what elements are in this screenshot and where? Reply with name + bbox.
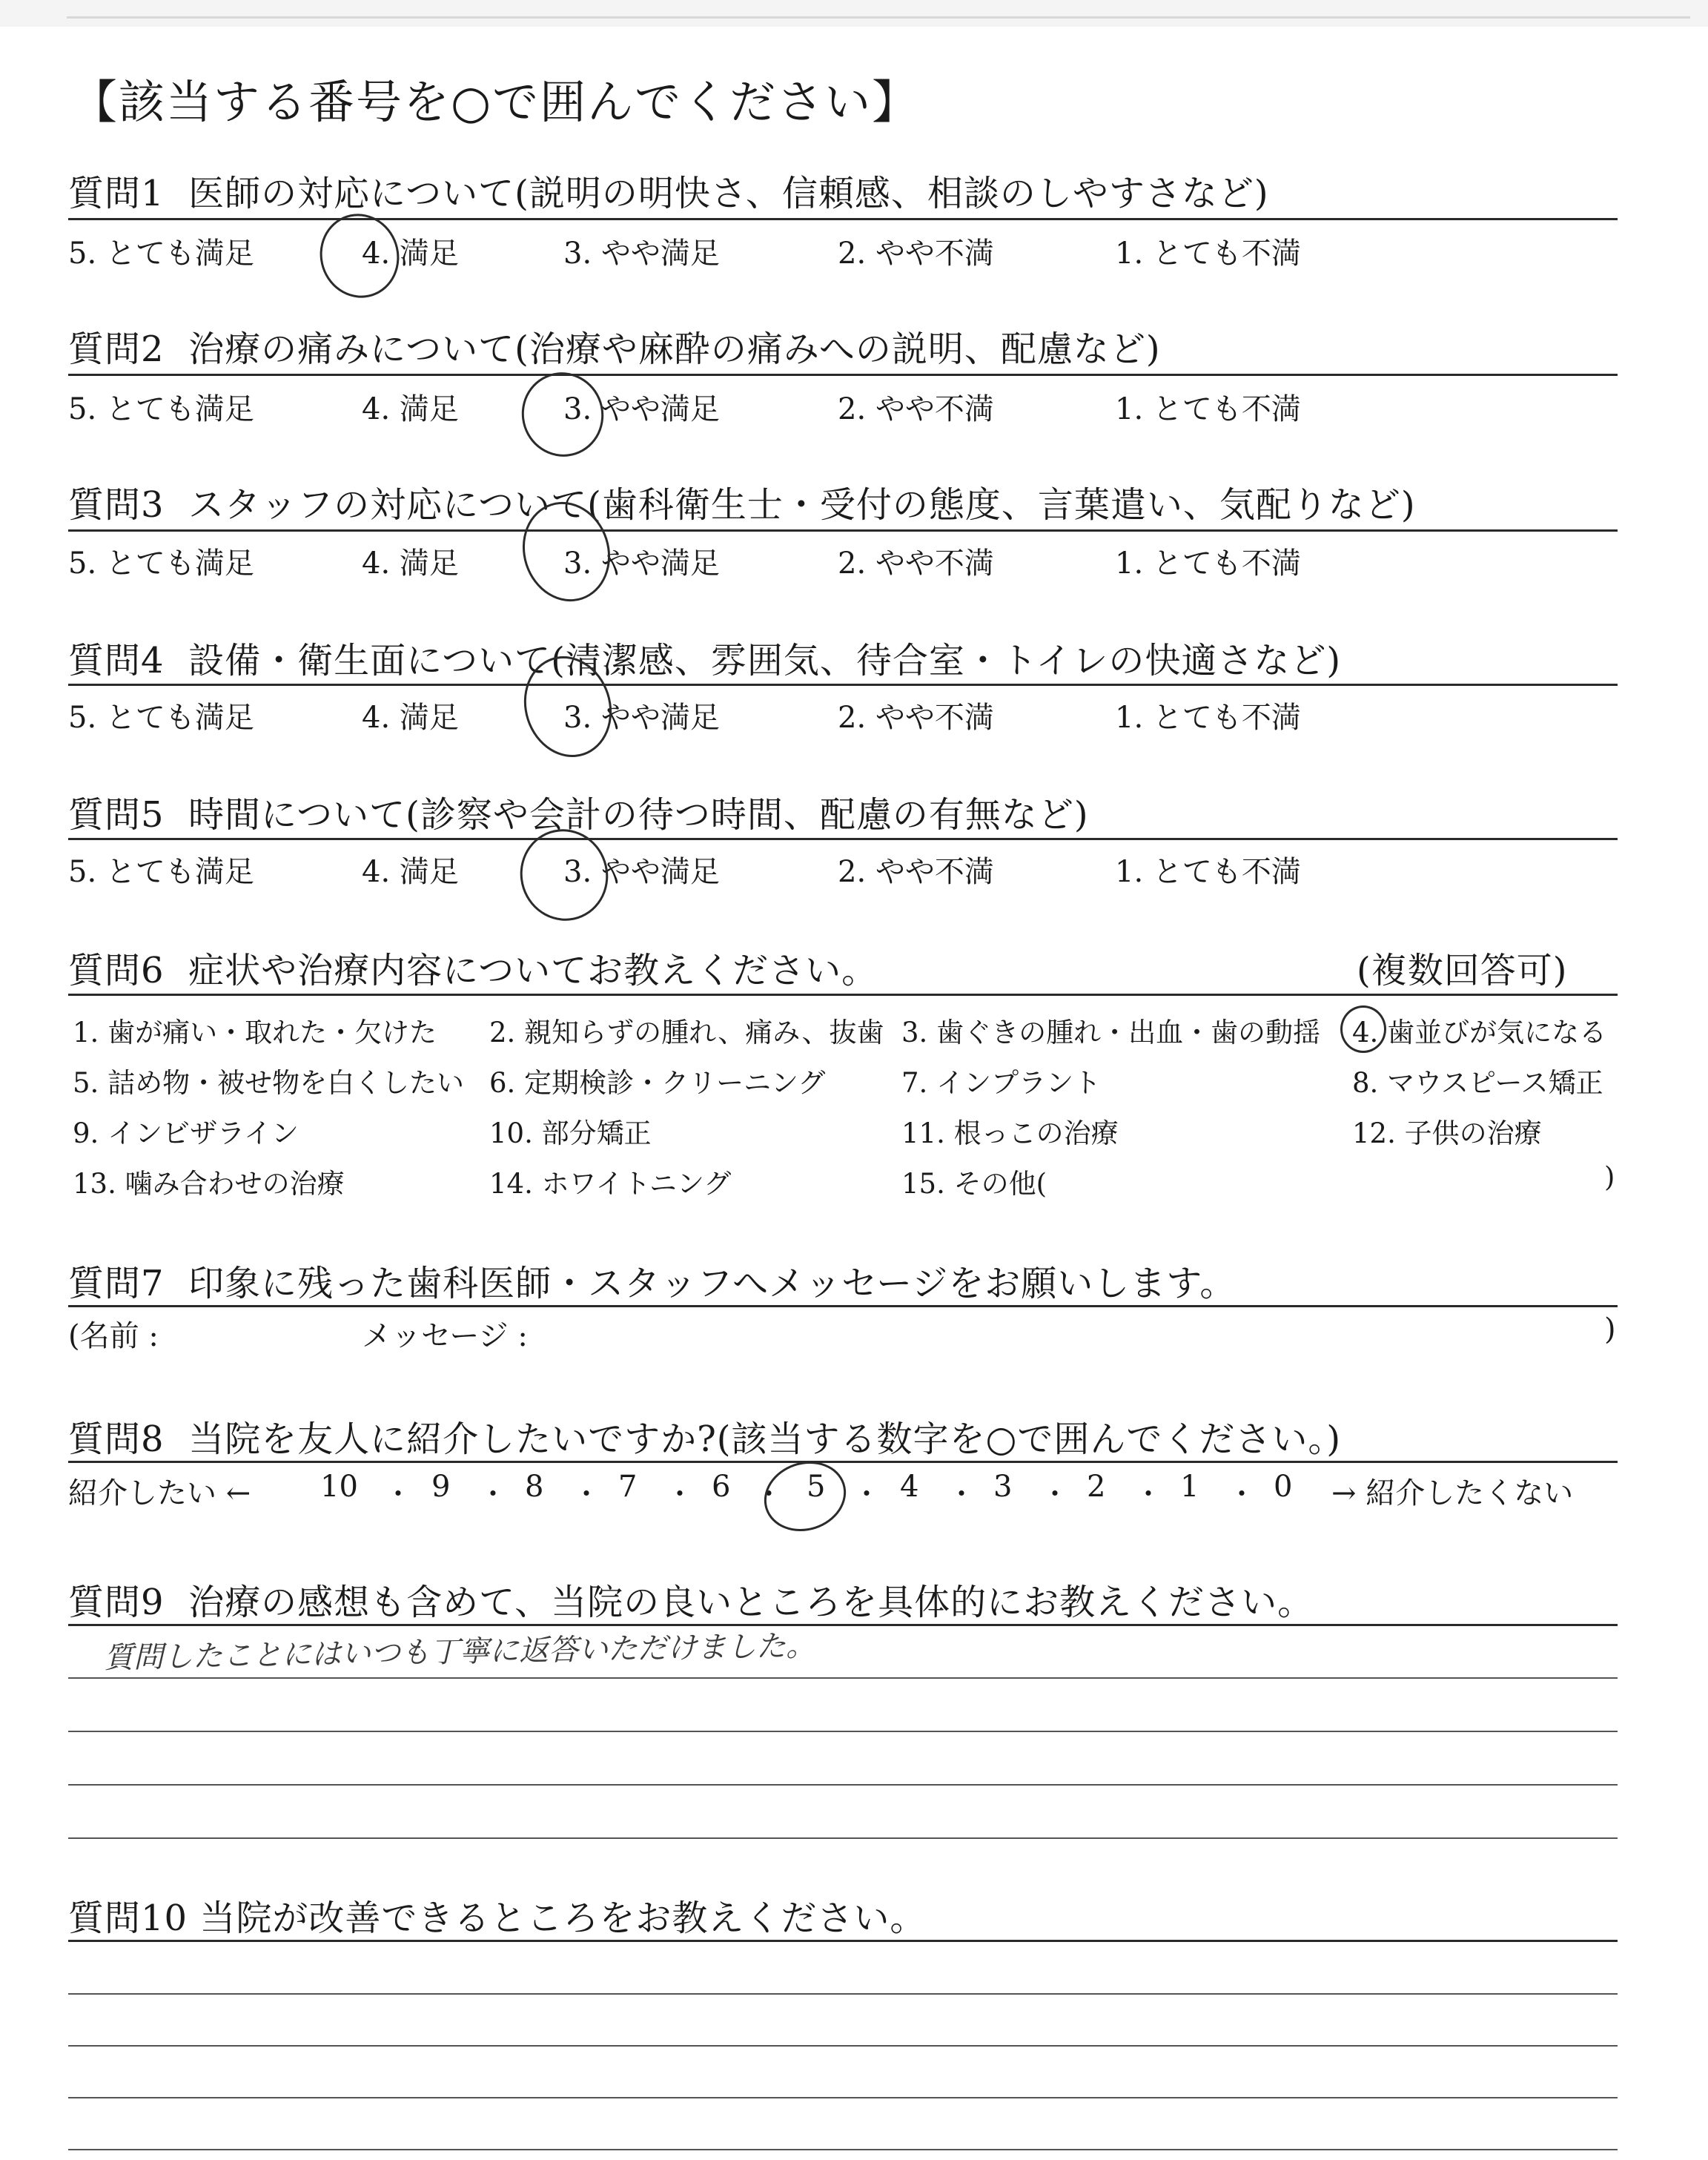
- question-rule: [68, 374, 1618, 376]
- question-text: 当院を友人に紹介したいですか?(該当する数字を○で囲んでください。): [188, 1418, 1342, 1460]
- answer-line: [68, 2149, 1618, 2150]
- question-rule: [68, 529, 1618, 532]
- question-text: 設備・衛生面について(清潔感、雰囲気、待合室・トイレの快適さなど): [188, 640, 1342, 681]
- option-1[interactable]: 1. とても不満: [1115, 701, 1301, 735]
- message-close-paren: ): [1604, 1312, 1616, 1347]
- symptom-option[interactable]: 7. インプラント: [901, 1067, 1102, 1099]
- option-3[interactable]: 3. やや満足: [563, 855, 720, 889]
- question-rule: [68, 994, 1618, 996]
- option-2[interactable]: 2. やや不満: [838, 392, 994, 426]
- answer-line: [68, 2045, 1618, 2047]
- question-rule: [68, 218, 1618, 220]
- score-separator: ・: [666, 1478, 695, 1510]
- score-1[interactable]: 1: [1180, 1470, 1199, 1504]
- option-3[interactable]: 3. やや満足: [563, 237, 720, 271]
- option-3[interactable]: 3. やや満足: [563, 546, 720, 581]
- score-7[interactable]: 7: [618, 1470, 638, 1504]
- score-5[interactable]: 5: [807, 1470, 826, 1504]
- option-4[interactable]: 4. 満足: [362, 855, 459, 889]
- option-1[interactable]: 1. とても不満: [1115, 855, 1301, 889]
- handwritten-answer: 質問したことにはいつも丁寧に返答いただけました。: [103, 1628, 816, 1676]
- form-title: 【該当する番号を○で囲んでください】: [71, 75, 920, 129]
- symptom-option-other[interactable]: 15. その他(: [901, 1168, 1047, 1200]
- option-5[interactable]: 5. とても満足: [68, 392, 254, 426]
- answer-line: [68, 1731, 1618, 1732]
- question-text: 治療の痛みについて(治療や麻酔の痛みへの説明、配慮など): [188, 328, 1161, 370]
- scan-top-band: [0, 0, 1708, 27]
- symptom-option[interactable]: 3. 歯ぐきの腫れ・出血・歯の動揺: [901, 1017, 1321, 1048]
- option-4[interactable]: 4. 満足: [362, 237, 459, 271]
- message-label: メッセージ :: [362, 1319, 528, 1353]
- question-label: 質問8 当院を友人に紹介したいですか?(該当する数字を○で囲んでください。): [68, 1418, 1342, 1460]
- recommend-left-label: 紹介したい ←: [68, 1476, 251, 1510]
- option-2[interactable]: 2. やや不満: [838, 855, 994, 889]
- option-3[interactable]: 3. やや満足: [563, 701, 720, 735]
- score-3[interactable]: 3: [993, 1470, 1013, 1504]
- question-label: 質問1 医師の対応について(説明の明快さ、信頼感、相談のしやすさなど): [68, 173, 1269, 214]
- question-rule: [68, 838, 1618, 840]
- symptom-option[interactable]: 11. 根っこの治療: [901, 1117, 1119, 1149]
- option-4[interactable]: 4. 満足: [362, 392, 459, 426]
- score-separator: ・: [479, 1478, 508, 1510]
- answer-line: [68, 1784, 1618, 1786]
- option-1[interactable]: 1. とても不満: [1115, 546, 1301, 581]
- question-label: 質問4 設備・衛生面について(清潔感、雰囲気、待合室・トイレの快適さなど): [68, 640, 1342, 681]
- symptom-option[interactable]: 13. 噛み合わせの治療: [73, 1168, 345, 1200]
- answer-line: [68, 1837, 1618, 1839]
- score-separator: ・: [755, 1478, 784, 1510]
- name-label: (名前 :: [68, 1319, 159, 1353]
- option-4[interactable]: 4. 満足: [362, 701, 459, 735]
- option-1[interactable]: 1. とても不満: [1115, 392, 1301, 426]
- question-text: 症状や治療内容についてお教えください。: [188, 950, 878, 991]
- selection-circle: [1340, 1005, 1386, 1053]
- score-6[interactable]: 6: [712, 1470, 731, 1504]
- symptom-option[interactable]: 10. 部分矯正: [489, 1117, 652, 1149]
- question-text: 治療の感想も含めて、当院の良いところを具体的にお教えください。: [188, 1582, 1314, 1623]
- symptom-option[interactable]: 12. 子供の治療: [1352, 1117, 1542, 1149]
- option-2[interactable]: 2. やや不満: [838, 237, 994, 271]
- question-label: 質問5 時間について(診察や会計の待つ時間、配慮の有無など): [68, 794, 1089, 836]
- multiple-answer-note: (複数回答可): [1357, 950, 1568, 991]
- question-rule: [68, 1461, 1618, 1463]
- question-rule: [68, 684, 1618, 686]
- question-label: 質問6 症状や治療内容についてお教えください。: [68, 950, 878, 991]
- symptom-option[interactable]: 5. 詰め物・被せ物を白くしたい: [73, 1067, 465, 1099]
- option-2[interactable]: 2. やや不満: [838, 546, 994, 581]
- score-separator: ・: [384, 1478, 413, 1510]
- option-2[interactable]: 2. やや不満: [838, 701, 994, 735]
- question-rule: [68, 1305, 1618, 1307]
- score-separator: ・: [1228, 1478, 1257, 1510]
- score-separator: ・: [947, 1478, 976, 1510]
- selection-circle: [755, 1451, 855, 1542]
- option-4[interactable]: 4. 満足: [362, 546, 459, 581]
- option-5[interactable]: 5. とても満足: [68, 237, 254, 271]
- symptom-option[interactable]: 9. インビザライン: [73, 1117, 299, 1149]
- symptom-option[interactable]: 4. 歯並びが気になる: [1352, 1017, 1607, 1048]
- answer-line: [68, 1677, 1618, 1679]
- option-5[interactable]: 5. とても満足: [68, 546, 254, 581]
- question-rule: [68, 1940, 1618, 1942]
- answer-line: [68, 1993, 1618, 1995]
- selection-circle: [511, 362, 615, 467]
- question-label: 質問7 印象に残った歯科医師・スタッフへメッセージをお願いします。: [68, 1263, 1237, 1304]
- question-text: 医師の対応について(説明の明快さ、信頼感、相談のしやすさなど): [188, 173, 1269, 214]
- symptom-option[interactable]: 8. マウスピース矯正: [1352, 1067, 1603, 1099]
- score-2[interactable]: 2: [1087, 1470, 1106, 1504]
- score-separator: ・: [572, 1478, 601, 1510]
- score-8[interactable]: 8: [525, 1470, 544, 1504]
- question-text: 印象に残った歯科医師・スタッフへメッセージをお願いします。: [188, 1263, 1237, 1304]
- question-text: 時間について(診察や会計の待つ時間、配慮の有無など): [188, 794, 1089, 836]
- answer-line: [68, 2097, 1618, 2098]
- other-close-paren: ): [1604, 1161, 1615, 1193]
- recommend-right-label: → 紹介したくない: [1331, 1476, 1574, 1510]
- question-label: 質問10 当院が改善できるところをお教えください。: [68, 1898, 927, 1939]
- score-4[interactable]: 4: [900, 1470, 919, 1504]
- score-10[interactable]: 10: [320, 1470, 358, 1504]
- symptom-option[interactable]: 14. ホワイトニング: [489, 1168, 732, 1200]
- question-label: 質問3 スタッフの対応について(歯科衛生士・受付の態度、言葉遣い、気配りなど): [68, 484, 1416, 526]
- option-1[interactable]: 1. とても不満: [1115, 237, 1301, 271]
- option-5[interactable]: 5. とても満足: [68, 701, 254, 735]
- question-label: 質問9 治療の感想も含めて、当院の良いところを具体的にお教えください。: [68, 1582, 1314, 1623]
- question-label: 質問2 治療の痛みについて(治療や麻酔の痛みへの説明、配慮など): [68, 328, 1161, 370]
- symptom-option[interactable]: 1. 歯が痛い・取れた・欠けた: [73, 1017, 437, 1048]
- option-5[interactable]: 5. とても満足: [68, 855, 254, 889]
- symptom-option[interactable]: 6. 定期検診・クリーニング: [489, 1067, 826, 1099]
- score-separator: ・: [853, 1478, 881, 1510]
- option-3[interactable]: 3. やや満足: [563, 392, 720, 426]
- score-separator: ・: [1041, 1478, 1070, 1510]
- score-0[interactable]: 0: [1274, 1470, 1293, 1504]
- scan-top-line: [67, 16, 1690, 19]
- score-9[interactable]: 9: [431, 1470, 451, 1504]
- symptom-option[interactable]: 2. 親知らずの腫れ、痛み、抜歯: [489, 1017, 884, 1048]
- question-rule: [68, 1624, 1618, 1626]
- question-text: スタッフの対応について(歯科衛生士・受付の態度、言葉遣い、気配りなど): [188, 484, 1416, 526]
- question-text: 当院が改善できるところをお教えください。: [199, 1898, 927, 1939]
- score-separator: ・: [1134, 1478, 1163, 1510]
